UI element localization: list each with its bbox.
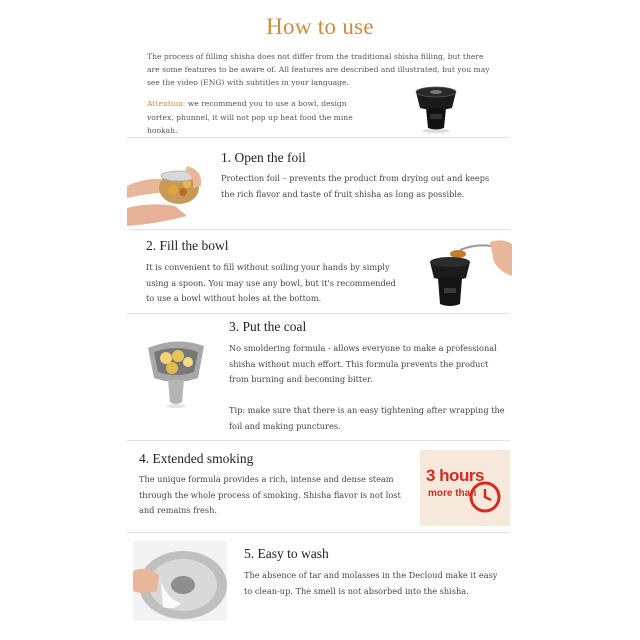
easy-wash-image <box>133 541 227 621</box>
step-2-title: 2. Fill the bowl <box>146 238 229 253</box>
step-4-text: The unique formula provides a rich, intense and dense steam through the whole process of smoking. Shisha flavor is not lost and remains fresh. <box>139 474 401 515</box>
three-hours-badge <box>420 450 510 526</box>
divider <box>127 229 510 230</box>
step-1-text: Protection foil – prevents the product from drying out and keeps the rich flavor and taste of fruit shisha as long as possible. <box>221 173 490 199</box>
step-3-title: 3. Put the coal <box>229 319 307 334</box>
step-3-tip: Tip: make sure that there is an easy tightening after wrapping the foil and making punctures. <box>229 405 505 431</box>
open-foil-image <box>127 146 213 228</box>
step-5-text: The absence of tar and molasses in the Decloud make it easy to clean-up. The smell is not absorbed into the shisha. <box>244 570 498 596</box>
step-5-title: 5. Easy to wash <box>244 546 329 561</box>
step-2-text: It is convenient to fill without soiling your hands by simply using a spoon. You may use any bowl, but it's recommended to use a bowl without holes at the bottom. <box>146 262 396 303</box>
divider <box>127 440 510 441</box>
step-1-title: 1. Open the foil <box>221 150 306 165</box>
divider <box>127 313 510 314</box>
divider <box>127 137 510 138</box>
intro-paragraph: The process of filling shisha does not differ from the traditional shisha filling, but there are some features to be aware of. All features are described and illustrated, but you may see the video (ENG) with subtitles in your language. <box>147 52 490 87</box>
divider <box>127 532 510 533</box>
attention-text: we recommend you to use a bowl, design vortex, phunnel, it will not pop up heat food the mine hookah. <box>147 99 353 135</box>
bowl-image <box>408 84 464 134</box>
attention-label: Attention: <box>147 99 186 108</box>
attention-note <box>147 97 365 138</box>
badge-hours: 3 hours <box>426 466 484 485</box>
page-title: How to use <box>266 14 374 39</box>
step-3-text: No smoldering formula - allows everyone to make a professional shisha without much effort. This formula prevents the product from burning and becoming bitter. <box>229 343 497 384</box>
put-coal-image <box>140 330 212 412</box>
badge-more-than: more than <box>428 488 477 499</box>
fill-bowl-image <box>420 232 512 310</box>
step-4-title: 4. Extended smoking <box>139 451 254 466</box>
